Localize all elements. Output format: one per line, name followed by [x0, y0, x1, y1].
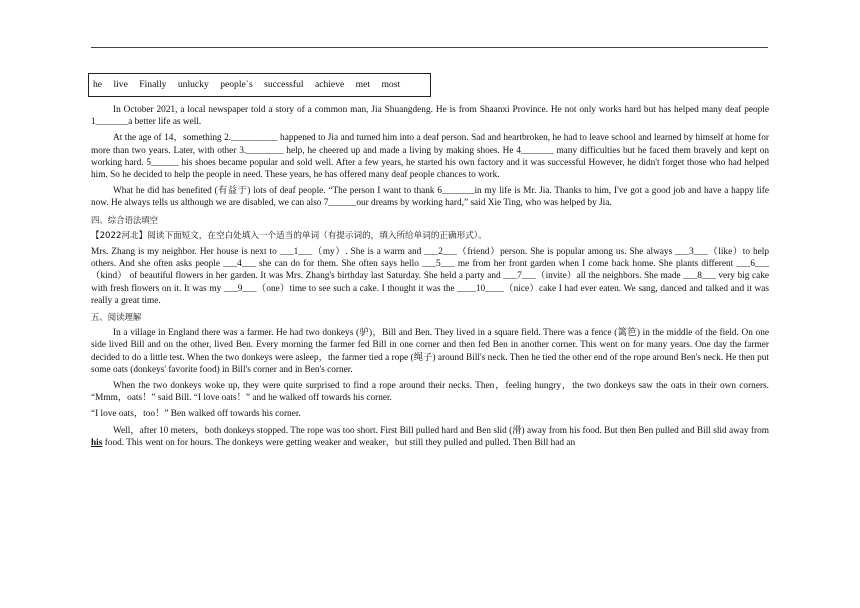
section5-paragraph-1: In a village in England there was a farmer. He had two donkeys (驴)，Bill and Ben. They lived in a square field. There was a fence (篱笆) in the middle of the field. On one side lived Bill and on the other, lived Ben. Every morning the farmer fed Bill in one corner and then fed Ben in another corner. This went on for many years. One day the farmer decided to do a little test. When the two donkeys were asleep，the farmer tied a rope (绳子) around Bill's neck. Then he tied the other end of the rope around Ben's neck. He then put some oats (donkeys' favorite food) in Bill's corner and in Ben's corner.	[91, 328, 769, 375]
underlined-word: his	[91, 437, 103, 448]
word-bank-item: successful	[264, 79, 304, 90]
passage1-paragraph-3: What he did has benefited (有益于) lots of deaf people. “The person I want to thank 6_______in my life is Mr. Jia. Thanks to him, I've got a good job and have a happy life now. He always tells us although we are disabled, we can also 7______our dreams by working hard,” said Xie Ting, who was helped by Jia.	[91, 186, 769, 209]
section4-passage: Mrs. Zhang is my neighbor. Her house is next to ___1___（my）. She is a warm and ___2___（friend）person. She is popular among us. She always ___3___（like）to help others. And she often asks people ___4___ she can do for them. She often says hello ___5___ me from her front garden when I come back home. She plants different ___6___ （kind） of beautiful flowers in her garden. It was Mrs. Zhang's birthday last Saturday. She held a party and ___7___（invite）all the neighbors. She made ___8___ very big cake with fresh flowers on it. It was my ___9___（one）time to see such a cake. I thought it was the ____10____（nice）cake I had ever eaten. We sang, danced and talked and it was really a great time.	[91, 247, 769, 306]
paragraph-text: food. This went on for hours. The donkeys were getting weaker and weaker，but still they pulled and pulled. Then Bill had an	[102, 437, 576, 448]
section5-paragraph-4	[91, 425, 769, 449]
section5-paragraph-3: “I love oats，too！” Ben walked off towards his corner.	[91, 409, 301, 420]
word-bank-item: people`s	[220, 79, 253, 90]
header-rule	[91, 47, 768, 48]
word-bank-item: met	[355, 79, 371, 90]
paragraph-text: Well，after 10 meters，both donkeys stopped. The rope was too short. First Bill pulled hard and Ben slid (滑) away from his food. But then Ben pulled and Bill slid away from	[113, 425, 769, 436]
document-body	[91, 104, 769, 453]
passage1-paragraph-1: In October 2021, a local newspaper told a story of a common man, Jia Shuangdeng. He is from Shaanxi Province. He not only works hard but has helped many deaf people 1_______a better life as well.	[91, 105, 769, 128]
section4-instruction: 【2022河北】阅读下面短文，在空白处填入一个适当的单词（有提示词的，填入所给单词的正确形式）。	[91, 230, 487, 241]
word-bank-box	[88, 73, 431, 97]
passage1-paragraph-2: At the age of 14，something 2.__________ happened to Jia and turned him into a deaf person. Sad and heartbroken, he had to leave school and learned by himself at home for more than two years. Later, with other 3.________ help, he cheered up and made a living by making shoes. He 4_______ many difficulties but he faced them bravely and kept on working hard. 5______ his shoes became popular and sold well. After a few years, he started his own factory and it was successful However, he didn't forget those who had helped him. So he decided to help the people in need. These years, he has offered many deaf people chances to work.	[91, 133, 769, 181]
section5-paragraph-2: When the two donkeys woke up, they were quite surprised to find a rope around their necks. Then，feeling hungry，the two donkeys saw the oats in their own corners. “Mmm，oats！” said Bill. “I love oats！” and he walked off towards his corner.	[91, 381, 769, 404]
word-bank-item: most	[381, 79, 401, 90]
section4-heading: 四、综合语法填空	[91, 214, 158, 225]
word-bank-item: live	[113, 79, 128, 90]
section5-heading: 五、阅读理解	[91, 312, 142, 323]
word-bank-item: he	[93, 79, 103, 90]
word-bank-item: achieve	[314, 79, 345, 90]
word-bank-item: Finally	[139, 79, 167, 90]
word-bank-item: unlucky	[177, 79, 209, 90]
